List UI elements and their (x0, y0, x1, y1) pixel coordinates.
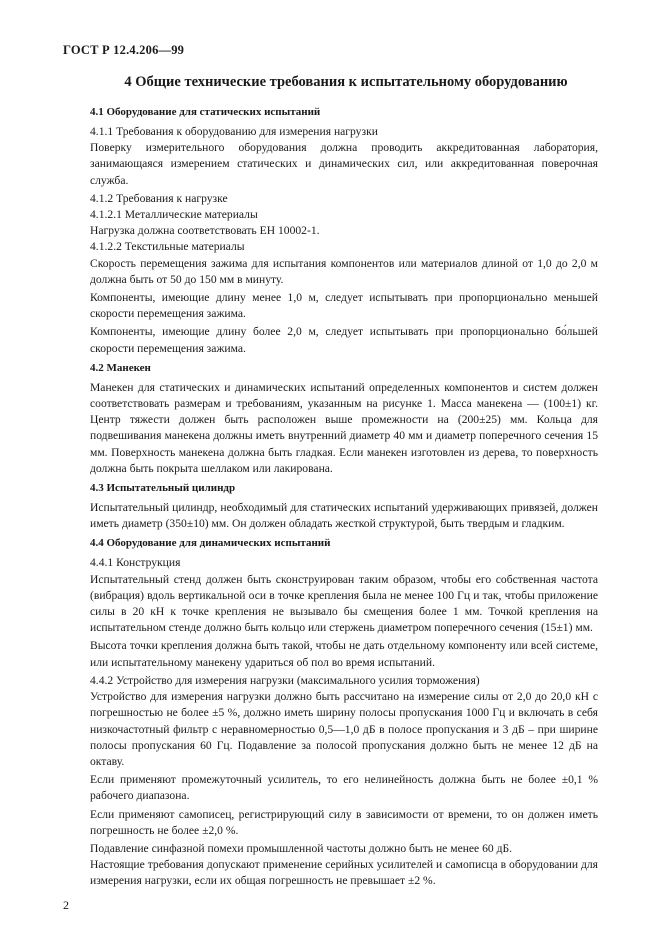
text-line: 4.1.2.2 Текстильные материалы (90, 240, 245, 254)
text-line: Нагрузка должна соответствовать ЕН 10002-1. (90, 224, 320, 238)
text-line: 4.4.1 Конструкция (90, 556, 181, 570)
paragraph: Устройство для измерения нагрузки должно быть рассчитано на измерение силы от 2,0 до 20,0 кН с погрешностью не более ±5 %, должно иметь ширину полосы пропускания 1000 Гц и включать в себя низкочастотный фильтр с неравномерностью 0,5—1,0 дБ в полосе пропускания и 3 дБ – при ширине полосы пропускания 60 Гц. Подавление за полосой пропускания должно быть не менее 12 дБ на октаву. (90, 690, 598, 768)
paragraph: Высота точки крепления должна быть такой, чтобы не дать отдельному компоненту или всей системе, или испытательному манекену удариться об пол во время испытаний. (90, 639, 598, 669)
subsection-heading: 4.3 Испытательный цилиндр (90, 482, 236, 495)
text-blocks (90, 105, 598, 890)
subsection-heading: 4.4 Оборудование для динамических испытаний (90, 537, 331, 550)
text-line: Подавление синфазной помехи промышленной частоты должно быть не менее 60 дБ. (90, 841, 513, 855)
subsection-heading: 4.1 Оборудование для статических испытаний (90, 106, 321, 118)
text-line: 4.4.2 Устройство для измерения нагрузки (максимального усилия торможения) (90, 673, 480, 687)
paragraph: Если применяют промежуточный усилитель, то его нелинейность должна быть не более ±0,1 % рабочего диапазона. (90, 773, 598, 803)
paragraph: Настоящие требования допускают применение серийных усилителей и самописца в оборудовании для измерения нагрузки, если их общая погрешность не превышает ±2 %. (90, 858, 598, 888)
paragraph: Испытательный цилиндр, необходимый для статических испытаний удерживающих привязей, должен иметь диаметр (350±10) мм. Он должен обладать жесткой структурой, быть твердым и гладким. (90, 501, 598, 531)
paragraph: Манекен для статических и динамических испытаний определенных компонентов и систем должен соответствовать размерам и требованиям, указанным на рисунке 1. Масса манекена — (100±1) кг. Центр тяжести должен быть расположен выше промежности на (200±25) мм. Кольца для подвешивания манекена должны иметь внутренний диаметр 40 мм и диаметр поперечного сечения 15 мм. Поверхность манекена должна быть гладкая. Если манекен изготовлен из дерева, то поверхность должна быть покрыта шеллаком или лакирована. (90, 380, 598, 475)
paragraph: Испытательный стенд должен быть сконструирован таким образом, чтобы его собственная частота (вибрация) вдоль вертикальной оси в точке крепления была не менее 100 Гц и так, чтобы приложение силы в 20 кН к точке крепления не вызывало бы смещения более 1 мм. Точкой крепления на испытательном стенде должно быть кольцо или стержень диаметром поперечного сечения (15±1) мм. (90, 572, 598, 635)
paragraph: Если применяют самописец, регистрирующий силу в зависимости от времени, то он должен иметь погрешность не более ±2,0 %. (90, 807, 598, 837)
paragraph: Компоненты, имеющие длину менее 1,0 м, следует испытывать при пропорционально меньшей скорости перемещения зажима. (90, 291, 598, 321)
text-line: 4.1.2.1 Металлические материалы (90, 208, 258, 222)
section-title: 4 Общие технические требования к испытательному оборудованию (124, 74, 568, 90)
text-line: 4.1.1 Требования к оборудованию для измерения нагрузки (90, 125, 378, 138)
paragraph: Поверку измерительного оборудования должна проводить аккредитованная лаборатория, занимающаяся измерением статических и динамических сил, или аккредитованная поверочная служба. (90, 141, 598, 187)
paragraph: Компоненты, имеющие длину более 2,0 м, следует испытывать при пропорционально бо́льшей скорости перемещения зажима. (90, 325, 598, 355)
paragraph: Скорость перемещения зажима для испытания компонентов или материалов длиной от 1,0 до 2,0 м должна быть от 50 до 150 мм в минуту. (90, 256, 598, 286)
text-line: 4.1.2 Требования к нагрузке (90, 191, 228, 205)
document-header: ГОСТ Р 12.4.206—99 (63, 43, 185, 57)
subsection-heading: 4.2 Манекен (90, 361, 151, 374)
page-content (90, 73, 598, 892)
page-number: 2 (63, 898, 69, 912)
